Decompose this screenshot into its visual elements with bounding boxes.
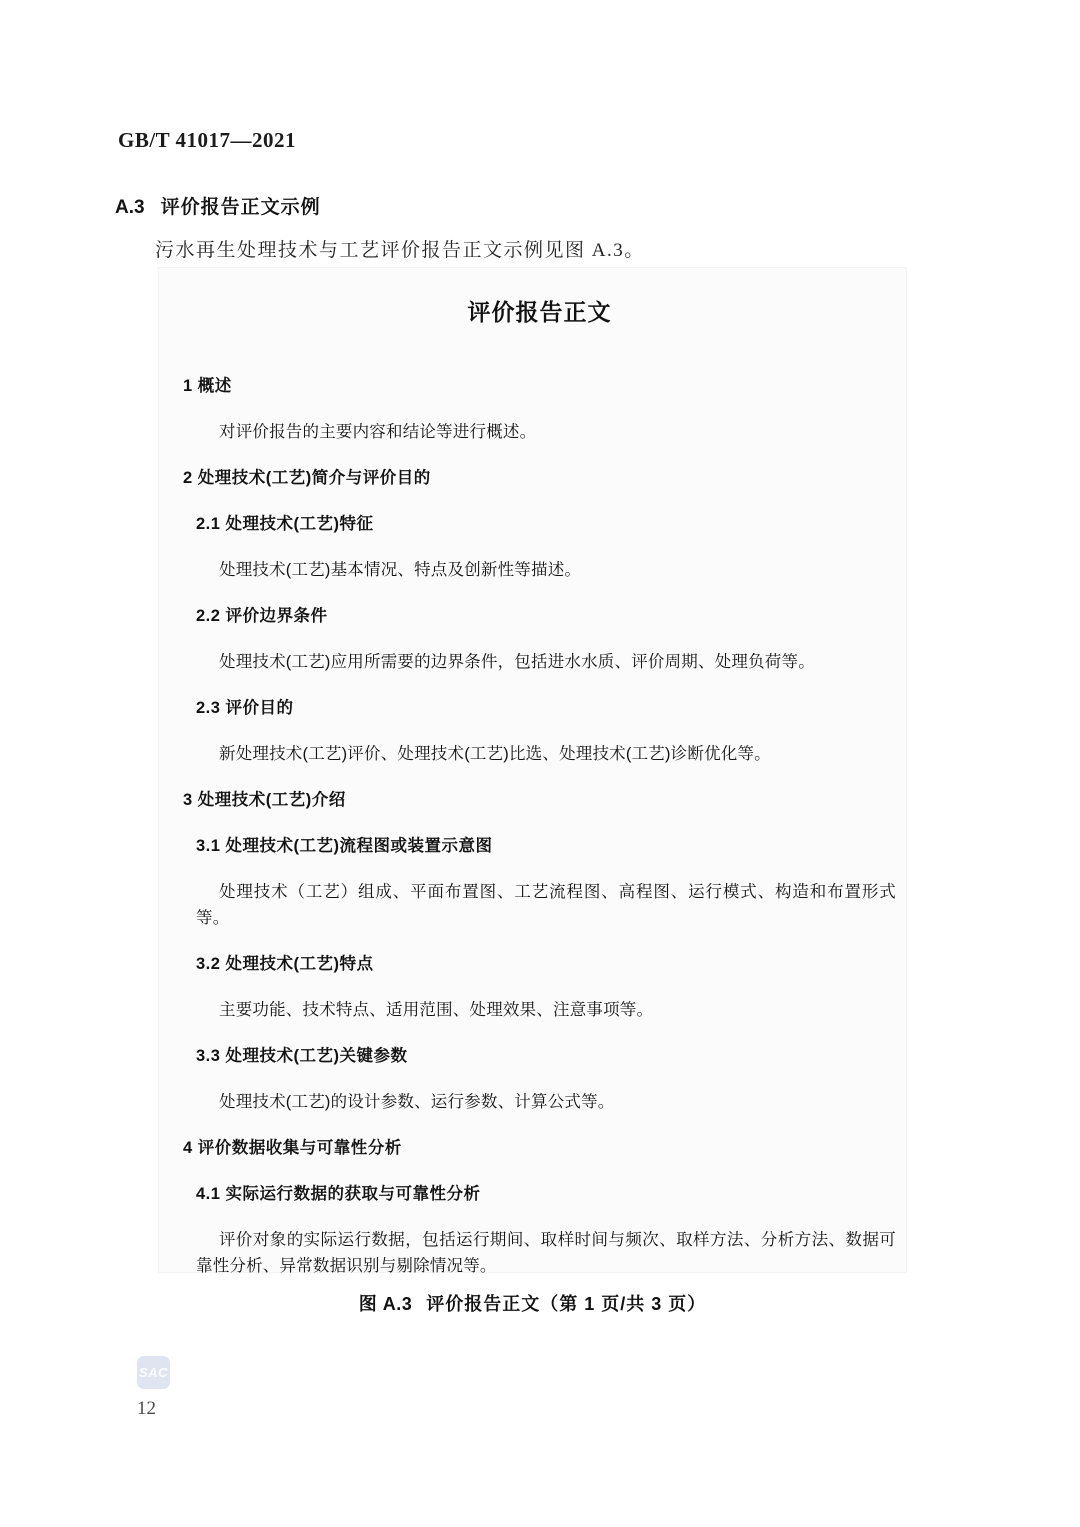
fig-heading-2: 2 处理技术(工艺)简介与评价目的 [183, 469, 431, 487]
fig-para-2-1: 处理技术(工艺)基本情况、特点及创新性等描述。 [219, 561, 582, 579]
fig-para-3-2: 主要功能、技术特点、适用范围、处理效果、注意事项等。 [219, 1001, 654, 1019]
fig-para-3-1: 处理技术（工艺）组成、平面布置图、工艺流程图、高程图、运行模式、构造和布置形式等。 [196, 883, 896, 927]
fig-para-3-3: 处理技术(工艺)的设计参数、运行参数、计算公式等。 [219, 1093, 615, 1111]
sac-logo [137, 1356, 170, 1389]
fig-heading-4-1: 4.1 实际运行数据的获取与可靠性分析 [196, 1185, 481, 1203]
fig-para-2-3: 新处理技术(工艺)评价、处理技术(工艺)比选、处理技术(工艺)诊断优化等。 [219, 745, 771, 763]
fig-heading-4: 4 评价数据收集与可靠性分析 [183, 1139, 402, 1157]
section-heading-title: 评价报告正文示例 [160, 197, 321, 218]
figure-caption [158, 1290, 907, 1316]
fig-heading-3-2: 3.2 处理技术(工艺)特点 [196, 955, 374, 973]
section-heading [115, 192, 321, 219]
fig-heading-1: 1 概述 [183, 377, 232, 395]
fig-para-1: 对评价报告的主要内容和结论等进行概述。 [219, 423, 537, 441]
fig-heading-2-2: 2.2 评价边界条件 [196, 607, 328, 625]
figure-title: 评价报告正文 [467, 299, 612, 325]
fig-heading-3-1: 3.1 处理技术(工艺)流程图或装置示意图 [196, 837, 493, 855]
fig-para-4-1: 评价对象的实际运行数据，包括运行期间、取样时间与频次、取样方法、分析方法、数据可靠性分析、异常数据识别与剔除情况等。 [196, 1231, 896, 1275]
intro-text: 污水再生处理技术与工艺评价报告正文示例见图 A.3。 [155, 240, 645, 261]
page-number: 12 [137, 1398, 156, 1419]
fig-heading-3-3: 3.3 处理技术(工艺)关键参数 [196, 1047, 408, 1065]
fig-heading-2-3: 2.3 评价目的 [196, 699, 294, 717]
standard-code: GB/T 41017—2021 [118, 128, 297, 152]
sac-logo-text: SAC [139, 1365, 168, 1380]
fig-heading-2-1: 2.1 处理技术(工艺)特征 [196, 515, 374, 533]
figure-caption-label: 图 A.3 [358, 1294, 413, 1314]
figure-caption-text: 评价报告正文（第 1 页/共 3 页） [426, 1294, 707, 1314]
section-heading-label: A.3 [115, 197, 145, 218]
fig-para-2-2: 处理技术(工艺)应用所需要的边界条件，包括进水水质、评价周期、处理负荷等。 [219, 653, 815, 671]
figure-box [158, 267, 907, 1273]
fig-heading-3: 3 处理技术(工艺)介绍 [183, 791, 346, 809]
